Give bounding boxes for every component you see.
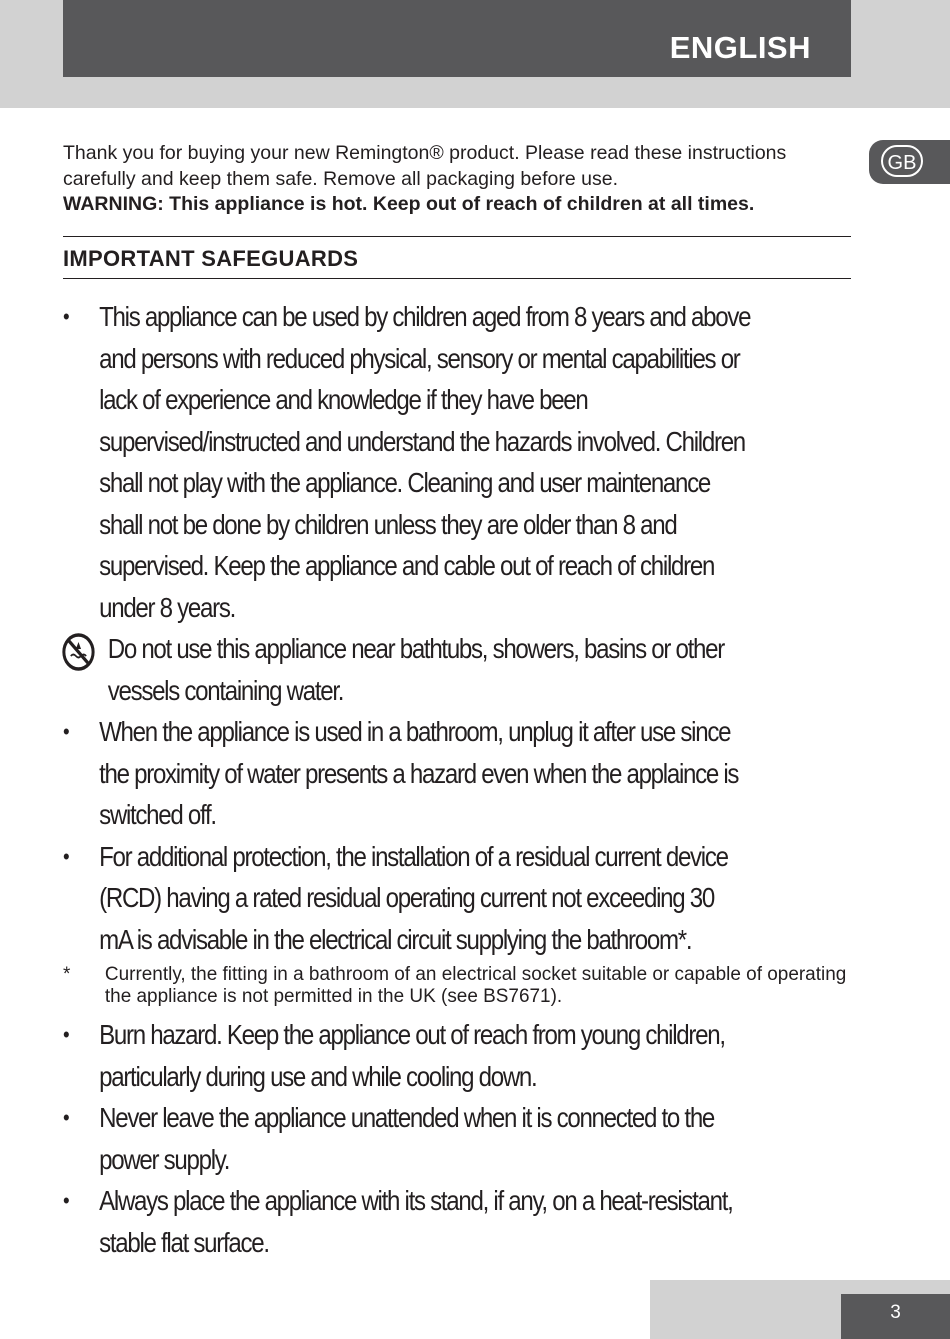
safeguards-list bbox=[63, 296, 847, 1263]
section-heading: IMPORTANT SAFEGUARDS bbox=[63, 246, 359, 271]
list-item bbox=[63, 628, 751, 711]
footnote bbox=[63, 964, 861, 1008]
warning-text: WARNING: This appliance is hot. Keep out of reach of children at all times. bbox=[63, 193, 755, 215]
item-text: For additional protection, the installation of a residual current device (RCD) having a rated residual operating current not exceeding 30 mA is advisable in the electrical circuit supplying the bathroom*. bbox=[99, 840, 728, 955]
item-text: Never leave the appliance unattended when it is connected to the power supply. bbox=[99, 1102, 715, 1175]
footnote-text: Currently, the fitting in a bathroom of an electrical socket suitable or capable of operating the appliance is not permitted in the UK (see BS7671). bbox=[104, 964, 847, 1007]
language-title: ENGLISH bbox=[669, 30, 811, 65]
bullet: • bbox=[63, 1022, 69, 1047]
list-item bbox=[63, 711, 751, 836]
item-text: This appliance can be used by children aged from 8 years and above and persons with reduced physical, sensory or mental capabilities or lack of experience and knowledge if they have been supervised/instructed and understand the hazards involved. Children shall not play with the appliance. Cleaning and user maintenance shall not be done by children unless they are older than 8 and supervised. Keep the appliance and cable out of reach of children under 8 years. bbox=[99, 301, 751, 623]
bullet: • bbox=[63, 843, 69, 869]
item-text: Always place the appliance with its stand, if any, on a heat-resistant, stable flat surface. bbox=[99, 1185, 733, 1258]
country-tab bbox=[869, 140, 950, 184]
item-text: Burn hazard. Keep the appliance out of reach from young children, particularly during use and while cooling down. bbox=[99, 1019, 725, 1092]
list-item bbox=[63, 1180, 751, 1263]
bullet: • bbox=[63, 304, 69, 329]
language-bar bbox=[63, 0, 851, 77]
item-text: When the appliance is used in a bathroom, unplug it after use since the proximity of water presents a hazard even when the applaince is switched off. bbox=[99, 716, 739, 830]
page-number: 3 bbox=[841, 1294, 950, 1339]
list-item bbox=[63, 1014, 751, 1097]
list-item bbox=[63, 296, 751, 628]
no-water-icon bbox=[61, 632, 95, 672]
footnote-marker: * bbox=[63, 964, 71, 985]
top-divider bbox=[63, 236, 851, 237]
country-code-badge: GB bbox=[881, 145, 923, 177]
bottom-divider bbox=[63, 278, 851, 279]
intro-paragraph bbox=[63, 141, 853, 218]
bullet: • bbox=[63, 719, 69, 744]
bullet: • bbox=[63, 1105, 69, 1130]
intro-text: Thank you for buying your new Remington® product. Please read these instructions carefully and keep them safe. Remove all packaging before use. bbox=[63, 142, 787, 190]
list-item bbox=[63, 836, 751, 961]
item-text: Do not use this appliance near bathtubs, showers, basins or other vessels containing water. bbox=[107, 633, 724, 706]
bullet: • bbox=[63, 1188, 69, 1213]
list-item bbox=[63, 1097, 751, 1180]
